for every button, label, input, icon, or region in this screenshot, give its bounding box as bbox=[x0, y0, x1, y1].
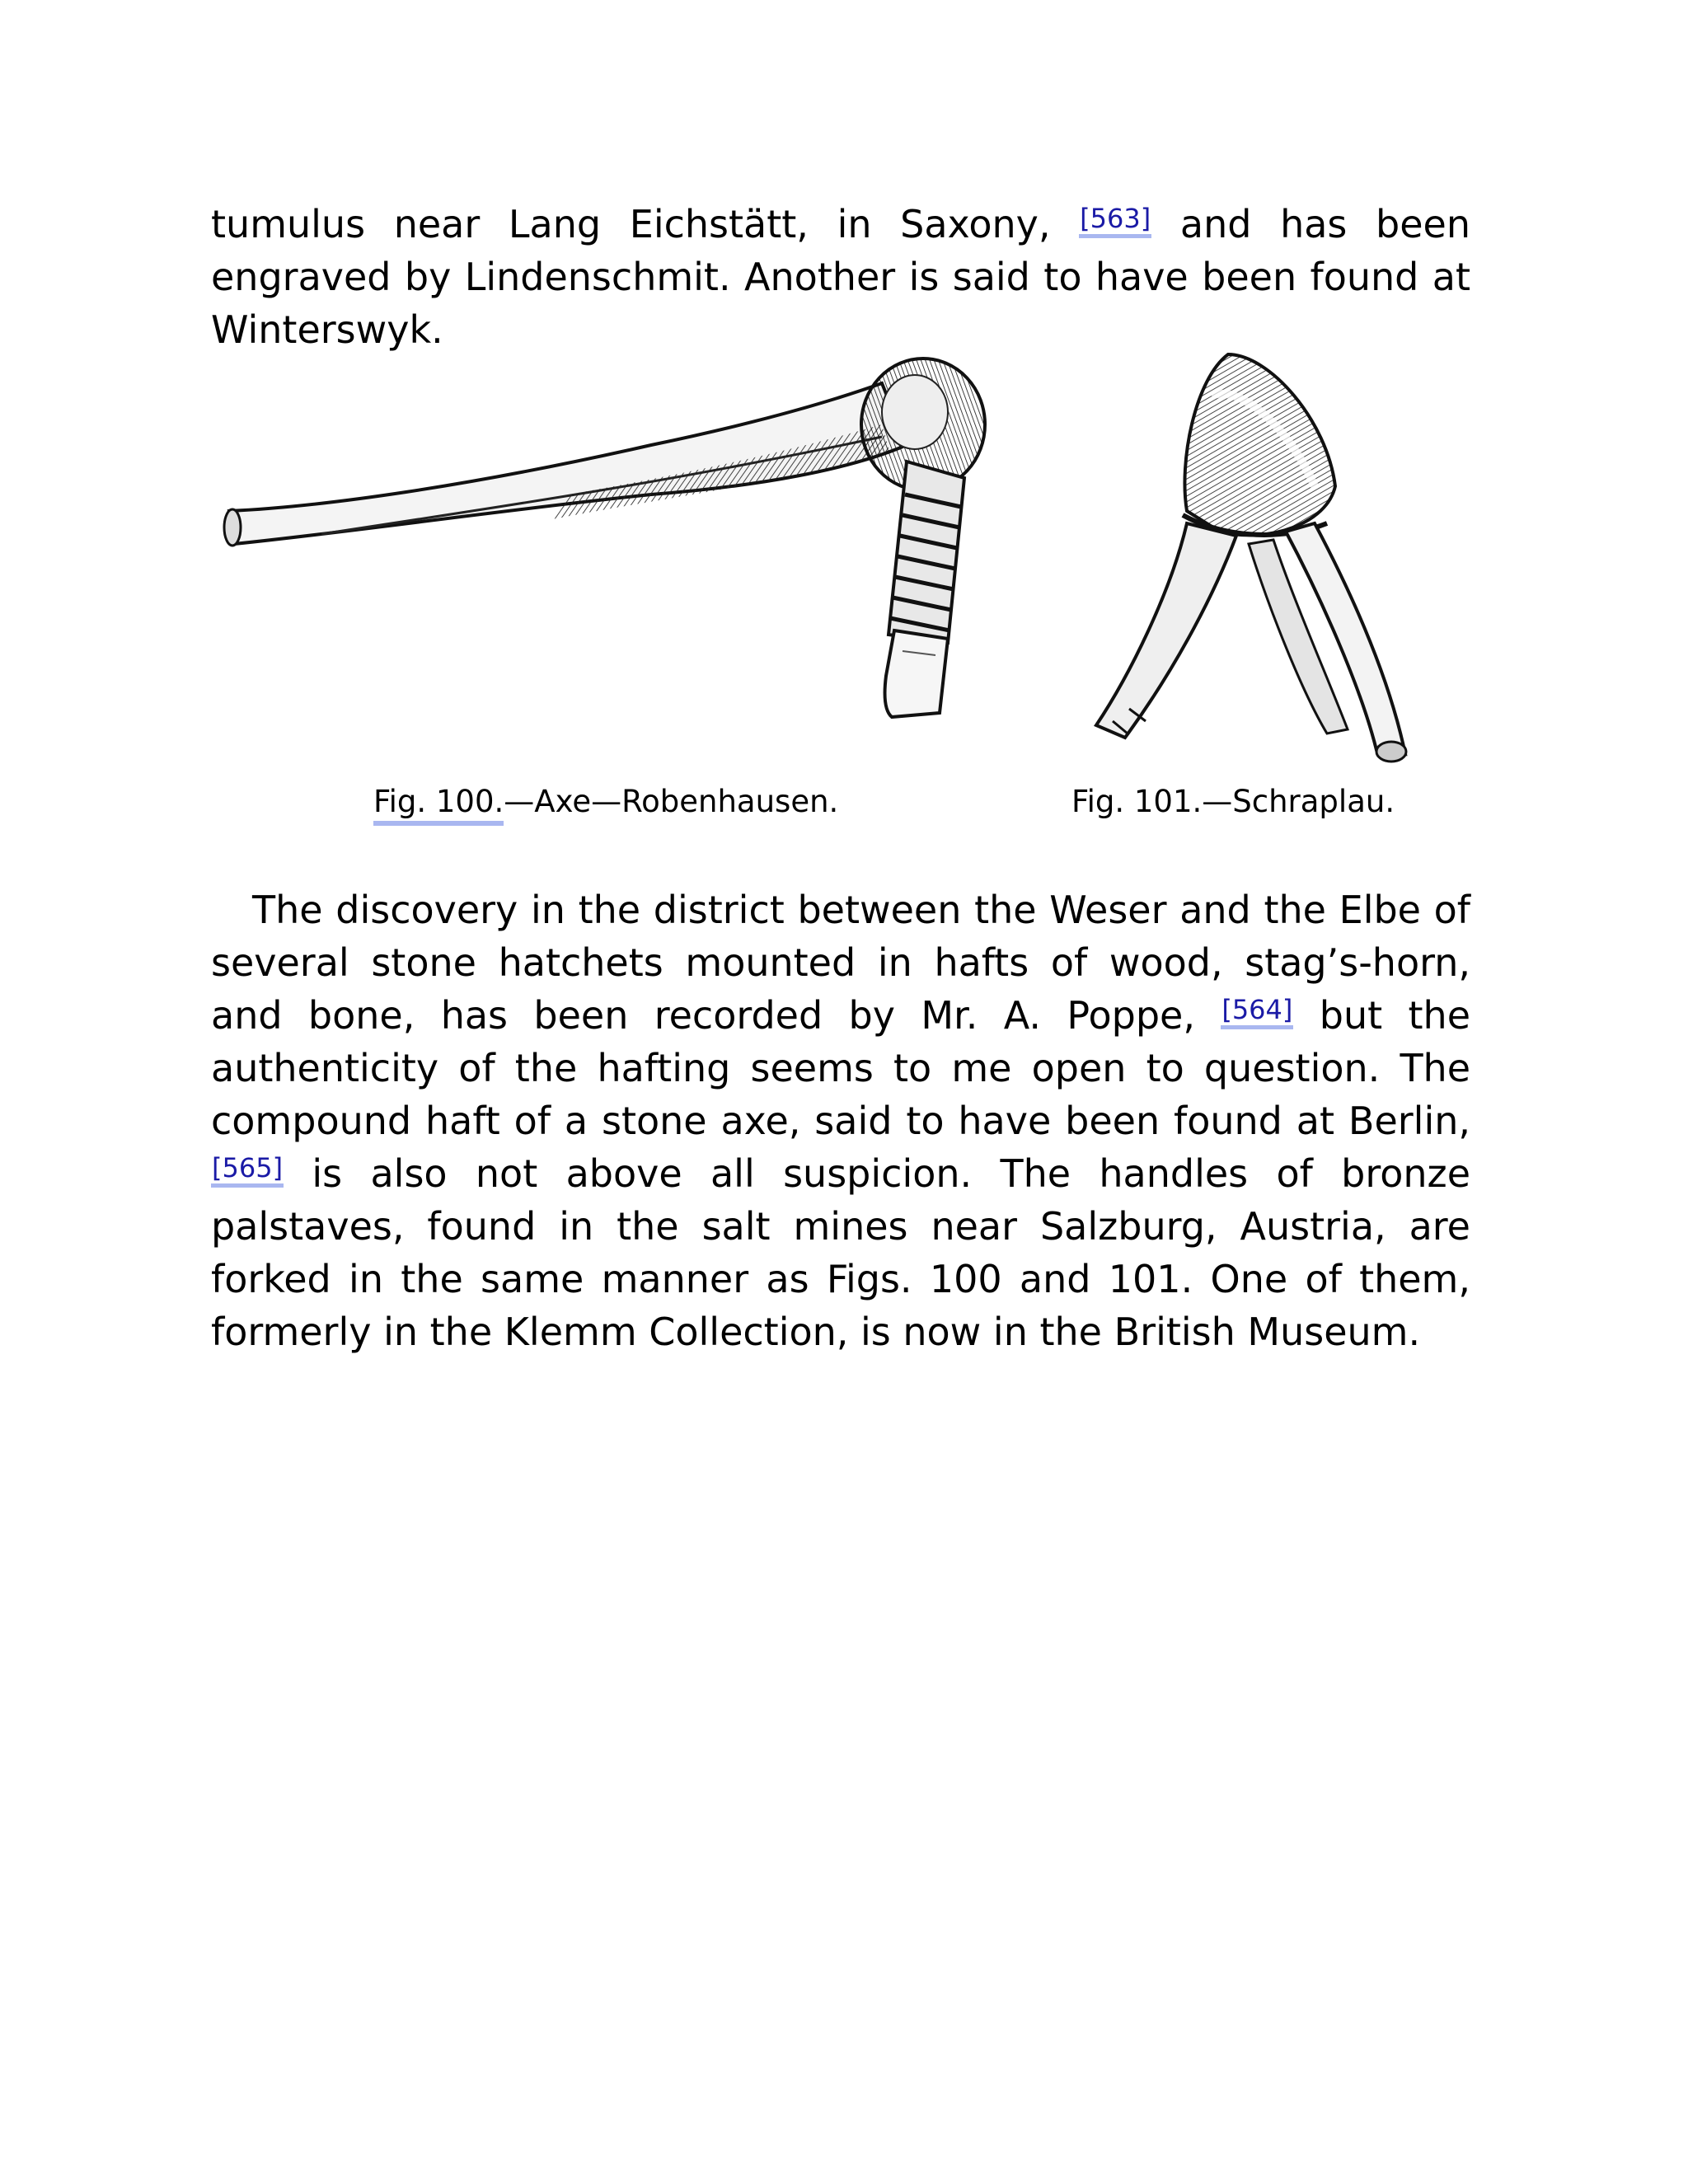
footnote-link-563[interactable]: [563] bbox=[1079, 203, 1151, 238]
paragraph-main-text-2: but the authenticity of the hafting seems to me open to question. The compound haft of a stone axe, said to have been found at Berlin, bbox=[211, 993, 1471, 1143]
paragraph-main-text-1: The discovery in the district between the Weser and the Elbe of several stone hatchets mounted in hafts of wood, stag’s-horn, and bone, has been recorded by Mr. A. Poppe, bbox=[211, 888, 1470, 1038]
footnote-link-564[interactable]: [564] bbox=[1221, 994, 1293, 1029]
paragraph-main bbox=[211, 883, 1470, 1358]
figure-100-link[interactable]: Fig. 100. bbox=[373, 784, 504, 826]
figure-100-caption bbox=[373, 783, 838, 821]
paragraph-main-text-3: is also not above all suspicion. The handles of bronze palstaves, found in the salt mines near Salzburg, Austria, are forked in the same manner as Figs. 100 and 101. One of them, formerly in the Klemm Collection, is now in the British Museum. bbox=[211, 1151, 1470, 1354]
paragraph-top-text-1: tumulus near Lang Eichstätt, in Saxony, bbox=[211, 202, 1080, 246]
figure-101-caption bbox=[1071, 783, 1395, 821]
figure-101-label: Fig. 101. bbox=[1071, 784, 1203, 819]
figure-101-caption-text: —Schraplau. bbox=[1202, 784, 1395, 819]
paragraph-top-text-2: and has been engraved by Lindenschmit. Another is said to have been found at Winterswyk. bbox=[211, 202, 1470, 352]
figure-100-caption-text: —Axe—Robenhausen. bbox=[504, 784, 839, 819]
figure-100-axe-illustration bbox=[223, 346, 1055, 733]
figure-101-schraplau-illustration bbox=[1080, 346, 1467, 766]
paragraph-top bbox=[211, 198, 1470, 356]
footnote-link-565[interactable]: [565] bbox=[211, 1152, 284, 1188]
